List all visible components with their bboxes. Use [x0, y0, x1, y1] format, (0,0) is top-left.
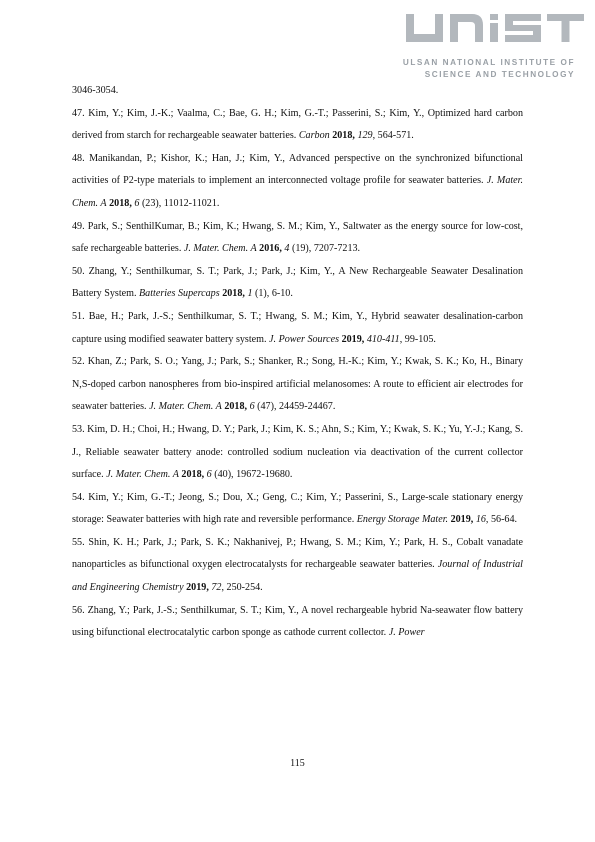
- reference-italic-text: J. Mater. Chem. A: [72, 175, 523, 209]
- reference-number: 53.: [72, 423, 85, 435]
- reference-italic-text: 6: [206, 469, 212, 481]
- reference-italic-text: Energy Storage Mater.: [356, 514, 449, 526]
- reference-text: Park, S.; SenthilKumar, B.; Kim, K.; Hwang, S. M.; Kim, Y., Saltwater as the energy source for low-cost, safe rechargeable batteries.: [72, 220, 523, 255]
- reference-number: 56.: [72, 604, 85, 616]
- reference-italic-text: J. Power: [388, 627, 425, 639]
- reference-text: Kim, Y.; Kim, J.-K.; Vaalma, C.; Bae, G. H.; Kim, G.-T.; Passerini, S.; Kim, Y., Optimized hard carbon derived from starch for rechargeable seawater batteries.: [72, 107, 523, 142]
- reference-entry: [72, 419, 523, 487]
- reference-italic-text: J. Power Sources: [269, 333, 340, 345]
- reference-number: 50.: [72, 265, 85, 277]
- institution-name-line-1: ULSAN NATIONAL INSTITUTE OF: [402, 58, 575, 67]
- page-number: 115: [290, 758, 305, 769]
- reference-entry: [72, 103, 523, 148]
- reference-italic-text: 16: [475, 514, 486, 526]
- reference-text: Khan, Z.; Park, S. O.; Yang, J.; Park, S.; Shanker, R.; Song, H.-K.; Kim, Y.; Kwak, S. K.; Ko, H., Binary N,S-doped carbon nanospheres from bio-inspired artificial melanosomes: A route to efficient air electrodes for seawater batteries.: [72, 356, 523, 413]
- reference-entry: [72, 306, 523, 351]
- reference-text: , 56-64.: [485, 514, 518, 526]
- reference-year: 2019,: [341, 333, 365, 345]
- unist-logo-graphic: [404, 12, 585, 46]
- reference-year: 2018,: [181, 469, 205, 481]
- reference-entry: [72, 80, 523, 103]
- reference-text: Manikandan, P.; Kishor, K.; Han, J.; Kim, Y., Advanced perspective on the synchronized bifunctional activities of P2-type materials to implement an interconnected voltage profile for seawater batteries.: [72, 152, 523, 187]
- reference-text: Zhang, Y.; Senthilkumar, S. T.; Park, J.; Park, J.; Kim, Y., A New Rechargeable Seawater Desalination Battery System.: [72, 265, 523, 300]
- reference-entry: [72, 261, 523, 306]
- reference-text: (1), 6-10.: [252, 288, 293, 300]
- reference-text: (23), 11012-11021.: [139, 197, 220, 209]
- reference-text: Zhang, Y.; Park, J.-S.; Senthilkumar, S. T.; Kim, Y., A novel rechargeable hybrid Na-seawater flow battery using bifunctional electrocatalytic carbon sponge as cathode current collector.: [72, 604, 523, 639]
- reference-text: (19), 7207-7213.: [289, 243, 361, 255]
- reference-italic-text: Carbon: [298, 130, 330, 142]
- reference-italic-text: Batteries Supercaps: [139, 288, 220, 300]
- reference-entry: [72, 351, 523, 419]
- reference-italic-text: 1: [247, 288, 253, 300]
- reference-text: Kim, D. H.; Choi, H.; Hwang, D. Y.; Park, J.; Kim, K. S.; Ahn, S.; Kim, Y.; Kwak, S. K.; Yu, Y.-J.; Kang, S. J., Reliable seawater battery anode: controlled sodium nucleation via deactivation of the current collector surface.: [72, 423, 523, 481]
- reference-year: 2018,: [222, 288, 245, 300]
- reference-number: 52.: [72, 356, 85, 368]
- reference-list: [72, 80, 523, 645]
- reference-entry: [72, 600, 523, 645]
- reference-number: 54.: [72, 491, 85, 503]
- reference-number: 48.: [72, 152, 85, 164]
- reference-italic-text: 4: [284, 243, 290, 255]
- reference-italic-text: J. Mater. Chem. A: [106, 469, 179, 481]
- reference-italic-text: J. Mater. Chem. A: [149, 401, 222, 413]
- reference-italic-text: 6: [249, 401, 255, 413]
- reference-entry: [72, 532, 523, 600]
- reference-number: 55.: [72, 536, 85, 548]
- reference-number: 47.: [72, 107, 85, 119]
- reference-entry: [72, 148, 523, 216]
- reference-italic-text: Journal of Industrial and Engineering Chemistry: [72, 559, 523, 594]
- reference-italic-text: 410-411: [366, 333, 400, 345]
- unist-logo: [404, 12, 585, 84]
- reference-year: 2019,: [186, 582, 209, 594]
- reference-italic-text: 129: [357, 130, 373, 142]
- reference-entry: [72, 216, 523, 261]
- reference-text: , 250-254.: [221, 582, 263, 594]
- reference-number: 49.: [72, 220, 85, 232]
- reference-italic-text: 72: [211, 582, 222, 594]
- reference-year: 2018,: [224, 401, 248, 413]
- reference-year: 2018,: [332, 130, 355, 142]
- reference-year: 2019,: [450, 514, 474, 526]
- reference-number: 51.: [72, 310, 85, 322]
- reference-text: Bae, H.; Park, J.-S.; Senthilkumar, S. T.; Hwang, S. M.; Kim, Y., Hybrid seawater desalination-carbon capture using modified seawater battery system.: [72, 310, 523, 345]
- reference-entry: [72, 487, 523, 532]
- reference-year: 2018,: [109, 197, 132, 209]
- reference-italic-text: 6: [134, 197, 140, 209]
- institution-name-line-2: SCIENCE AND TECHNOLOGY: [424, 70, 575, 79]
- reference-text: , 564-571.: [372, 130, 414, 142]
- reference-italic-text: J. Mater. Chem. A: [183, 243, 257, 255]
- reference-text: , 99-105.: [399, 333, 436, 345]
- reference-text: Shin, K. H.; Park, J.; Park, S. K.; Nakhanivej, P.; Hwang, S. M.; Kim, Y.; Park, H. S., Cobalt vanadate nanoparticles as bifunctional oxygen electrocatalysts for rechargeable seawater batteries.: [72, 536, 523, 571]
- reference-text: (47), 24459-24467.: [254, 401, 336, 413]
- reference-text: 3046-3054.: [72, 85, 119, 96]
- reference-year: 2016,: [259, 243, 282, 255]
- reference-text: (40), 19672-19680.: [211, 469, 293, 481]
- reference-text: Kim, Y.; Kim, G.-T.; Jeong, S.; Dou, X.; Geng, C.; Kim, Y.; Passerini, S., Large-scale stationary energy storage: Seawater batteries with high rate and reversible performance.: [72, 491, 523, 526]
